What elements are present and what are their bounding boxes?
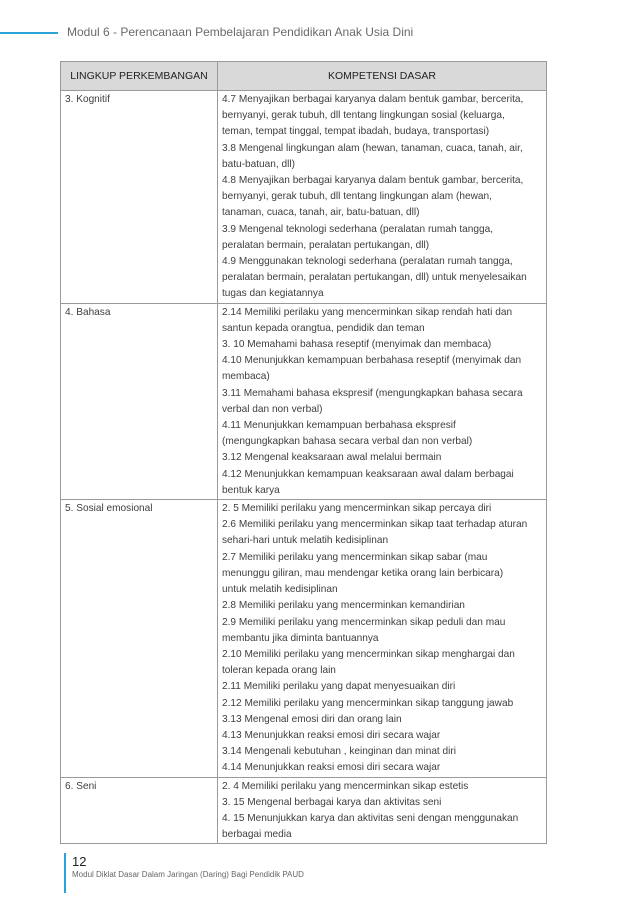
table-row (61, 777, 547, 844)
table-row (61, 500, 547, 777)
scope-cell: 6. Seni (61, 777, 218, 844)
competency-line: 2. 5 Memiliki perilaku yang mencerminkan sikap percaya diri (222, 503, 492, 515)
competency-line: santun kepada orangtua, pendidik dan teman (222, 322, 425, 334)
scope-cell: 5. Sosial emosional (61, 500, 218, 777)
competency-line: 4.8 Menyajikan berbagai karyanya dalam bentuk gambar, bercerita, (222, 175, 524, 187)
competency-line: peralatan bermain, peralatan pertukangan, dll) (222, 239, 430, 251)
competency-line: 2.7 Memiliki perilaku yang mencerminkan sikap sabar (mau (222, 551, 488, 563)
competency-line: 2. 4 Memiliki perilaku yang mencerminkan sikap estetis (222, 780, 469, 792)
competency-line: bernyanyi, gerak tubuh, dll tentang lingkungan alam (hewan, (222, 191, 492, 203)
competency-line: 4.9 Menggunakan teknologi sederhana (peralatan rumah tangga, (222, 256, 513, 268)
competency-line: (mengungkapkan bahasa secara verbal dan non verbal) (222, 436, 473, 448)
running-header: Modul 6 - Perencanaan Pembelajaran Pendidikan Anak Usia Dini (67, 25, 414, 39)
competency-cell (218, 500, 547, 777)
competency-line: toleran kepada orang lain (222, 665, 336, 677)
competency-line: 3.8 Mengenal lingkungan alam (hewan, tanaman, cuaca, tanah, air, (222, 142, 523, 154)
scope-cell: 3. Kognitif (61, 91, 218, 304)
table-row (61, 91, 547, 304)
scope-cell: 4. Bahasa (61, 303, 218, 499)
competency-line: tanaman, cuaca, tanah, air, batu-batuan, dll) (222, 207, 420, 219)
competency-line: 3.11 Memahami bahasa ekspresif (mengungkapkan bahasa secara (222, 387, 523, 399)
column-header-scope: LINGKUP PERKEMBANGAN (61, 62, 218, 91)
competency-line: 2.12 Memiliki perilaku yang mencerminkan sikap tanggung jawab (222, 697, 514, 709)
footer-title: Modul Diklat Dasar Dalam Jaringan (Daring) Bagi Pendidik PAUD (72, 870, 304, 879)
table-row (61, 303, 547, 499)
competency-line: menunggu giliran, mau mendengar ketika orang lain berbicara) (222, 567, 504, 579)
competency-line: 4.11 Menunjukkan kemampuan berbahasa ekspresif (222, 420, 456, 432)
competency-line: batu-batuan, dll) (222, 158, 295, 170)
competency-line: bentuk karya (222, 484, 280, 496)
footer-accent-bar (64, 853, 66, 893)
competency-line: verbal dan non verbal) (222, 403, 323, 415)
competency-table (60, 61, 547, 844)
competency-cell (218, 303, 547, 499)
competency-line: bernyanyi, gerak tubuh, dll tentang lingkungan sosial (keluarga, (222, 110, 505, 122)
competency-cell (218, 777, 547, 844)
competency-line: berbagai media (222, 829, 292, 841)
competency-line: 3.9 Mengenal teknologi sederhana (peralatan rumah tangga, (222, 223, 494, 235)
competency-cell (218, 91, 547, 304)
competency-line: membaca) (222, 371, 270, 383)
competency-line: 4.13 Menunjukkan reaksi emosi diri secara wajar (222, 729, 441, 741)
competency-line: 2.9 Memiliki perilaku yang mencerminkan sikap peduli dan mau (222, 616, 506, 628)
table-header-row (61, 62, 547, 91)
competency-line: 3.14 Mengenali kebutuhan , keinginan dan minat diri (222, 746, 456, 758)
column-header-competency: KOMPETENSI DASAR (218, 62, 547, 91)
competency-line: 3. 10 Memahami bahasa reseptif (menyimak dan membaca) (222, 339, 492, 351)
competency-line: tugas dan kegiatannya (222, 288, 324, 300)
competency-line: 2.10 Memiliki perilaku yang mencerminkan sikap menghargai dan (222, 648, 515, 660)
header-accent-bar (0, 32, 58, 34)
competency-line: 2.14 Memiliki perilaku yang mencerminkan sikap rendah hati dan (222, 306, 513, 318)
competency-line: 4. 15 Menunjukkan karya dan aktivitas seni dengan menggunakan (222, 812, 519, 824)
competency-line: sehari-hari untuk melatih kedisiplinan (222, 535, 389, 547)
competency-line: peralatan bermain, peralatan pertukangan, dll) untuk menyelesaikan (222, 272, 527, 284)
competency-line: 4.7 Menyajikan berbagai karyanya dalam bentuk gambar, bercerita, (222, 94, 524, 105)
competency-line: untuk melatih kedisiplinan (222, 584, 338, 596)
competency-line: 2.8 Memiliki perilaku yang mencerminkan kemandirian (222, 600, 465, 612)
competency-line: 4.10 Menunjukkan kemampuan berbahasa reseptif (menyimak dan (222, 355, 522, 367)
competency-line: 4.12 Menunjukkan kemampuan keaksaraan awal dalam berbagai (222, 468, 514, 480)
competency-line: 3.12 Mengenal keaksaraan awal melalui bermain (222, 452, 442, 464)
competency-line: 3.13 Mengenal emosi diri dan orang lain (222, 713, 402, 725)
competency-line: teman, tempat tinggal, tempat ibadah, budaya, transportasi) (222, 126, 490, 138)
competency-line: membantu jika diminta bantuannya (222, 632, 379, 644)
page-number: 12 (72, 854, 87, 869)
competency-line: 2.6 Memiliki perilaku yang mencerminkan sikap taat terhadap aturan (222, 519, 528, 531)
competency-line: 3. 15 Mengenal berbagai karya dan aktivitas seni (222, 796, 442, 808)
competency-line: 2.11 Memiliki perilaku yang dapat menyesuaikan diri (222, 681, 456, 693)
competency-line: 4.14 Menunjukkan reaksi emosi diri secara wajar (222, 762, 441, 774)
